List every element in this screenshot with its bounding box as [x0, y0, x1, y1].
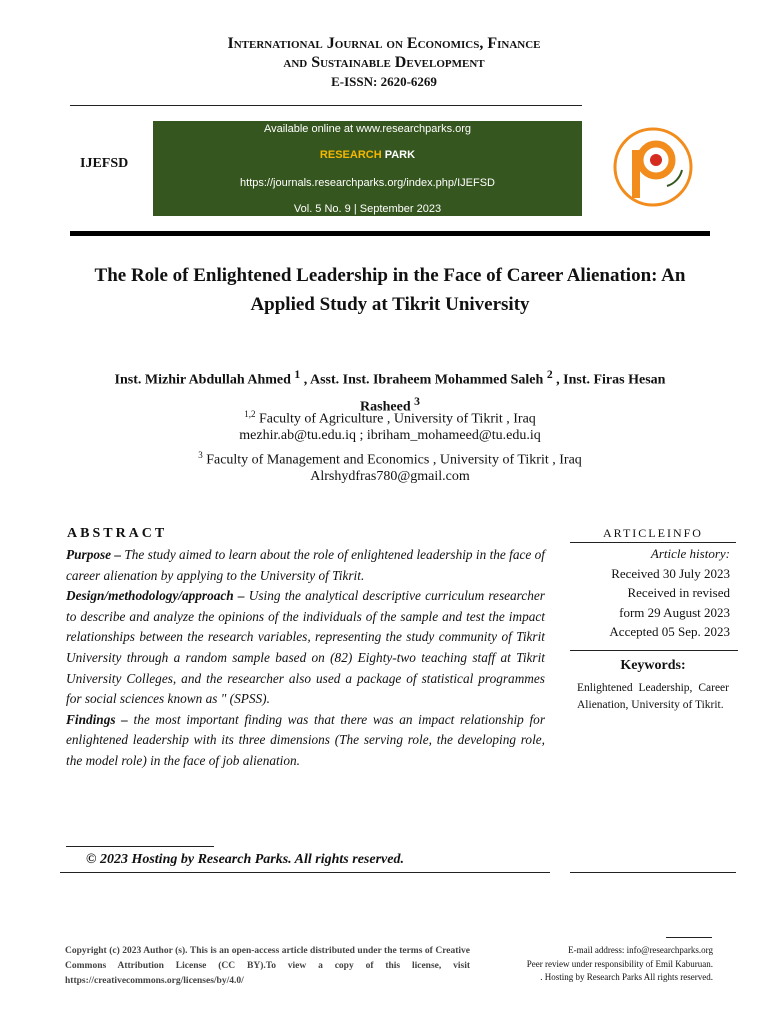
- journal-banner: [153, 121, 582, 216]
- journal-name-line1: International Journal on Economics, Finance: [227, 35, 541, 52]
- title-line1: The Role of Enlightened Leadership in the Face of Career Alienation: An: [94, 265, 686, 286]
- banner-research: RESEARCH: [319, 149, 382, 161]
- design-label: Design/methodology/approach –: [66, 588, 245, 604]
- author-2-sup: 2: [546, 368, 553, 381]
- aff2-sup: 3: [198, 450, 203, 460]
- journal-issn: E-ISSN: 2620-6269: [331, 74, 437, 89]
- author-1-sup: 1: [294, 368, 301, 381]
- header-divider: [70, 105, 582, 106]
- received-date: Received 30 July 2023: [611, 565, 730, 581]
- copyright-notice: Copyright (c) 2023 Author (s). This is an open-access article distributed under the terms of Creative Commons Attribution License (CC BY).To view a copy of this license, visit https://creativecommons.org/licenses/by/4.0/: [65, 946, 470, 986]
- journal-abbrev: IJEFSD: [80, 156, 129, 171]
- banner-brand: [153, 149, 582, 161]
- paper-title: [60, 261, 720, 319]
- purpose-text: The study aimed to learn about the role of enlightened leadership in the face of career alienation by applying to the University of Tikrit.: [66, 547, 545, 583]
- contact-info: [490, 944, 713, 985]
- footer-rule-right: [570, 872, 736, 873]
- footnote-rule: [66, 846, 214, 847]
- footer-rule-left: [60, 872, 550, 873]
- design-text: Using the analytical descriptive curriculum researcher to describe and analyze the opinions of the individuals of the sample and test the impact relationships between the research variables, representing the study community of Tikrit University through a random sample based on (82) Eighty-two teaching staff at Tikrit University Colleges, and the researcher also used a package of statistical programmes for social sciences known as " (SPSS).: [66, 588, 545, 707]
- author-1: Inst. Mizhir Abdullah Ahmed: [114, 372, 291, 388]
- email-2[interactable]: Alrshydfras780@gmail.com: [310, 469, 470, 484]
- accepted-date: Accepted 05 Sep. 2023: [609, 624, 730, 639]
- keywords-heading: Keywords:: [620, 658, 686, 673]
- findings-label: Findings –: [66, 711, 128, 727]
- journal-name-line2: and Sustainable Development: [283, 54, 485, 71]
- hosting-notice: © 2023 Hosting by Research Parks. All rights reserved.: [86, 852, 404, 867]
- abstract-heading: ABSTRACT: [67, 526, 168, 541]
- findings-text: the most important finding was that there was an impact relationship for enlightened leadership with its three dimensions (The serving role, the developing role, the model role) in the face of job alienation.: [66, 711, 545, 768]
- history-label: Article history:: [650, 546, 730, 561]
- hosted-by: . Hosting by Research Parks All rights reserved.: [540, 972, 713, 982]
- aff1-sup: 1,2: [244, 409, 256, 419]
- banner-park: PARK: [384, 149, 416, 161]
- article-history: [570, 544, 730, 642]
- author-3-sup: 3: [414, 394, 420, 408]
- contact-email[interactable]: E-mail address: info@researchparks.org: [568, 945, 713, 955]
- authors-line1: [70, 364, 710, 391]
- keywords-list: Enlightened Leadership, Career Alienation, University of Tikrit.: [577, 682, 729, 711]
- aff2-text: Faculty of Management and Economics , University of Tikrit , Iraq: [206, 452, 582, 468]
- banner-url[interactable]: https://journals.researchparks.org/index.php/IJEFSD: [240, 177, 495, 189]
- emails-1[interactable]: mezhir.ab@tu.edu.iq ; ibriham_mohameed@tu.edu.iq: [239, 428, 541, 443]
- banner-volume: Vol. 5 No. 9 | September 2023: [293, 203, 442, 215]
- research-parks-logo-icon: [612, 126, 694, 208]
- aff1-text: Faculty of Agriculture , University of Tikrit , Iraq: [258, 411, 536, 427]
- keywords-rule: [570, 650, 738, 651]
- revised-2: form 29 August 2023: [619, 604, 730, 620]
- title-line2: Applied Study at Tikrit University: [250, 294, 530, 315]
- email-rule: [666, 937, 712, 938]
- author-3-cont: Rasheed: [360, 399, 411, 415]
- article-info-heading: ARTICLEINFO: [603, 526, 703, 540]
- article-info-rule: [570, 542, 736, 543]
- author-2: , Asst. Inst. Ibraheem Mohammed Saleh: [303, 372, 544, 388]
- revised-1: Received in revised: [627, 585, 730, 600]
- banner-available[interactable]: Available online at www.researchparks.org: [263, 123, 472, 135]
- peer-review: Peer review under responsibility of Emil Kaburuan.: [526, 958, 713, 969]
- author-3: , Inst. Firas Hesan: [556, 372, 666, 388]
- abstract-body: [66, 545, 545, 772]
- title-rule: [70, 231, 710, 236]
- purpose-label: Purpose –: [66, 547, 122, 562]
- journal-header: [0, 34, 768, 91]
